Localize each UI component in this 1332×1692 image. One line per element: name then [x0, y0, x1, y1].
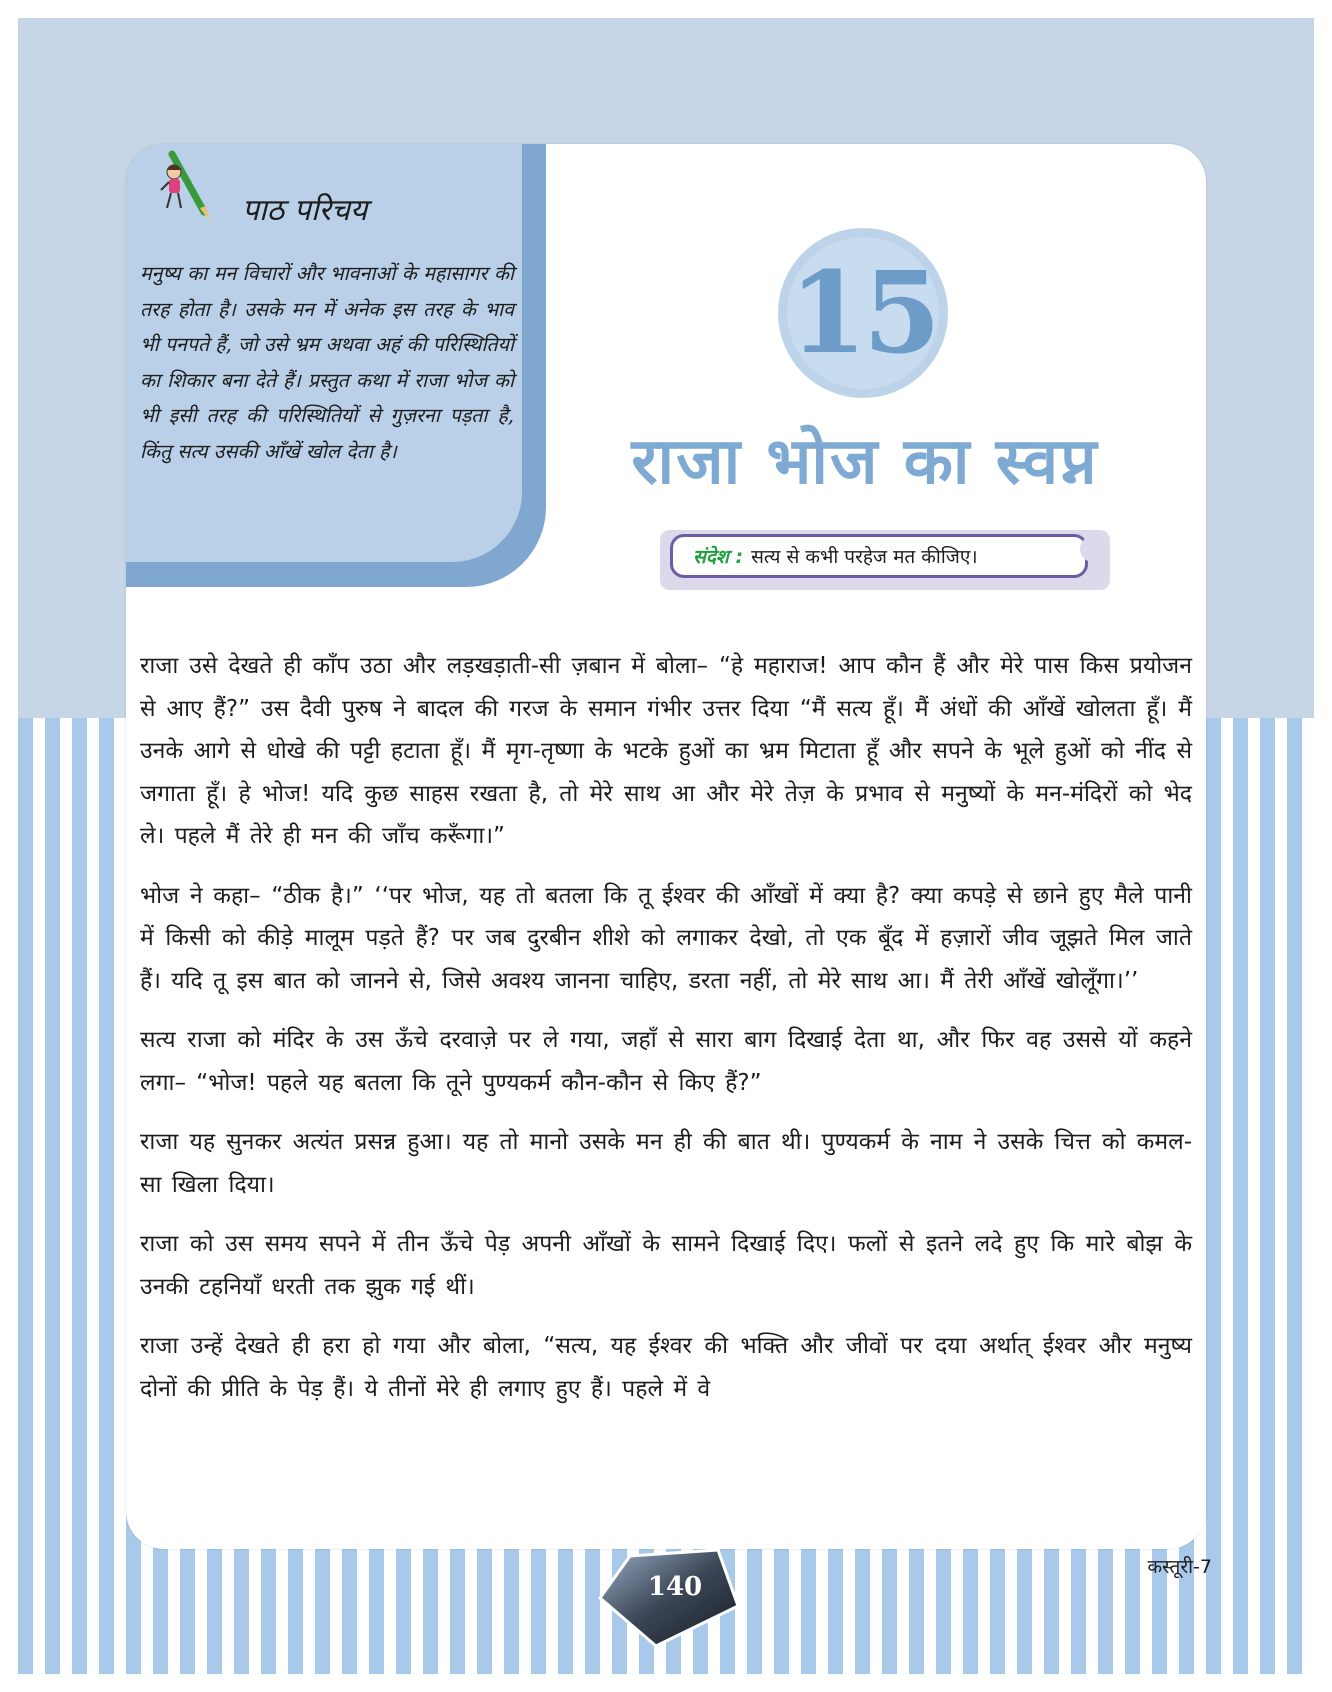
page-number: 140 — [647, 1572, 703, 1602]
chapter-number: 15 — [787, 237, 939, 389]
paragraph: राजा उसे देखते ही काँप उठा और लड़खड़ाती-सी ज़बान में बोला– “हे महाराज! आप कौन हैं और मेरे पास किस प्रयोजन से आए हैं?” उस दैवी पुरुष ने बादल की गरज के समान गंभीर उत्तर दिया “मैं सत्य हूँ। मैं अंधों की आँखें खोलता हूँ। मैं उनके आगे से धोखे की पट्टी हटाता हूँ। मैं मृग-तृष्णा के भटके हुओं का भ्रम मिटाता हूँ और सपने के भूले हुओं को नींद से जगाता हूँ। हे भोज! यदि कुछ साहस रखता है, तो मेरे साथ आ और मेरे तेज़ के प्रभाव से मनुष्यों के मन-मंदिरों को भेद ले। पहले मैं तेरे ही मन की जाँच करूँगा।” — [140, 653, 1192, 849]
message-text: सत्य से कभी परहेज मत कीजिए। — [751, 546, 978, 568]
girl-with-pencil-icon — [158, 150, 222, 226]
chapter-number-circle — [778, 228, 948, 398]
paragraph: राजा उन्हें देखते ही हरा हो गया और बोला, “सत्य, यह ईश्वर की भक्ति और जीवों पर दया अर्थात् ईश्वर और मनुष्य दोनों की प्रीति के पेड़ हैं। ये तीनों मेरे ही लगाए हुए हैं। पहले में वे — [140, 1333, 1192, 1402]
message-label: संदेश : — [693, 546, 744, 568]
chapter-title: राजा भोज का स्वप्न — [631, 425, 1099, 499]
intro-body: मनुष्य का मन विचारों और भावनाओं के महासागर की तरह होता है। उसके मन में अनेक इस तरह के भाव भी पनपते हैं, जो उसे भ्रम अथवा अहं की परिस्थितियों का शिकार बना देते हैं। प्रस्तुत कथा में राजा भोज को भी इसी तरह की परिस्थितियों से गुज़रना पड़ता है, किंतु सत्य उसकी आँखें खोल देता है। — [140, 262, 514, 463]
intro-title: पाठ परिचय — [242, 193, 368, 228]
paragraph: राजा को उस समय सपने में तीन ऊँचे पेड़ अपनी आँखों के सामने दिखाई दिए। फलों से इतने लदे हुए कि मारे बोझ के उनकी टहनियाँ धरती तक झुक गई थीं। — [140, 1231, 1192, 1300]
paragraph: राजा यह सुनकर अत्यंत प्रसन्न हुआ। यह तो मानो उसके मन ही की बात थी। पुण्यकर्म के नाम ने उसके चित्त को कमल-सा खिला दिया। — [140, 1129, 1192, 1198]
message-box — [670, 534, 1088, 578]
paragraph: सत्य राजा को मंदिर के उस ऊँचे दरवाज़े पर ले गया, जहाँ से सारा बाग दिखाई देता था, और फिर वह उससे यों कहने लगा– “भोज! पहले यह बतला कि तूने पुण्यकर्म कौन-कौन से किए हैं?” — [140, 1027, 1192, 1096]
story-body — [140, 645, 1192, 1427]
book-name: कस्तूरी-7 — [1147, 1556, 1212, 1578]
message-notch — [1080, 536, 1106, 562]
message-banner — [660, 530, 1110, 590]
paragraph: भोज ने कहा– “ठीक है।” ‘‘पर भोज, यह तो बतला कि तू ईश्वर की आँखों में क्या है? क्या कपड़े से छाने हुए मैले पानी में किसी को कीड़े मालूम पड़ते हैं? पर जब दुरबीन शीशे को लगाकर देखो, तो एक बूँद में हज़ारों जीव जूझते मिल जाते हैं। यदि तू इस बात को जानने से, जिसे अवश्य जानना चाहिए, डरता नहीं, तो मेरे साथ आ। मैं तेरी आँखें खोलूँगा।’’ — [140, 882, 1192, 994]
